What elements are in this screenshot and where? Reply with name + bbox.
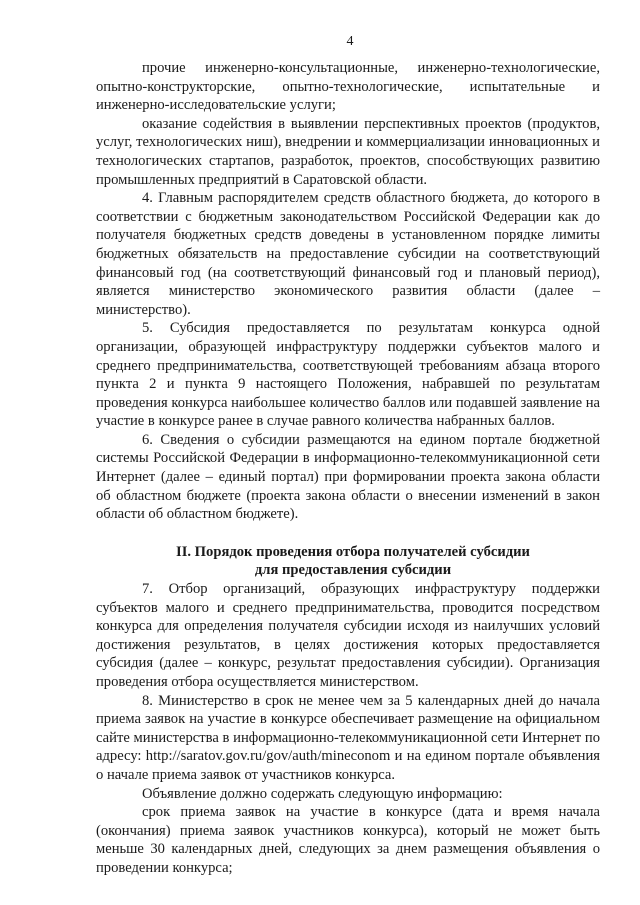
paragraph-clause-5: 5. Субсидия предоставляется по результатам конкурса одной организации, образующей инфраструктуру поддержки субъектов малого и среднего предпринимательства, соответствующей требованиям абзаца второго пункта 2 и пункта 9 настоящего Положения, набравшей по результатам проведения конкурса наибольшее количество баллов или подавшей заявление на участие в конкурсе ранее в случае равного количества набранных баллов.	[96, 320, 600, 430]
paragraph-announcement-intro: Объявление должно содержать следующую информацию:	[142, 785, 503, 802]
paragraph-application-deadline: срок приема заявок на участие в конкурсе (дата и время начала (окончания) приема заявок участников конкурса), который не может быть меньше 30 календарных дней, следующих за днем размещения объявления о проведении конкурса;	[96, 804, 600, 876]
paragraph-other-services: прочие инженерно-консультационные, инженерно-технологические, опытно-конструкторские, опытно-технологические, испытательные и инженерно-исследовательские услуги;	[96, 60, 600, 114]
paragraph-clause-6: 6. Сведения о субсидии размещаются на едином портале бюджетной системы Российской Федерации в информационно-телекоммуникационной сети Интернет (далее – единый портал) при формировании проекта закона области об областном бюджете (проекта закона области о внесении изменений в закон области об областном бюджете).	[96, 431, 600, 523]
paragraph-project-support: оказание содействия в выявлении перспективных проектов (продуктов, услуг, технологических ниш), внедрении и коммерциализации инновационных и технологических стартапов, разработок, проектов, способствующих развитию промышленных предприятий в Саратовской области.	[96, 115, 600, 188]
section-heading-line-2: для предоставления субсидии	[254, 562, 452, 579]
page-number: 4	[346, 34, 354, 49]
section-heading-line-1: II. Порядок проведения отбора получателей субсидии	[176, 543, 530, 560]
paragraph-clause-7: 7. Отбор организаций, образующих инфраструктуру поддержки субъектов малого и среднего предпринимательства, проводится посредством конкурса для определения получателя субсидии исходя из наилучших условий достижения результатов, в целях достижения которых предоставляется субсидия (далее – конкурс, результат предоставления субсидии). Организация проведения отбора осуществляется министерством.	[96, 581, 600, 690]
section-gap	[96, 524, 600, 543]
paragraph-clause-4: 4. Главным распорядителем средств областного бюджета, до которого в соответствии с бюджетным законодательством Российской Федерации как до получателя бюджетных средств доведены в установленном порядке лимиты бюджетных обязательств на предоставление субсидии на соответствующий финансовый год (на соответствующий финансовый год и плановый период), является министерство экономического развития области (далее – министерство).	[96, 190, 600, 318]
paragraph-clause-8: 8. Министерство в срок не менее чем за 5 календарных дней до начала приема заявок на участие в конкурсе обеспечивает размещение на официальном сайте министерства в информационно-телекоммуникационной сети Интернет по адресу: http://saratov.gov.ru/gov/auth/mineconom и на едином портале объявления о начале приема заявок от участников конкурса.	[96, 692, 600, 783]
